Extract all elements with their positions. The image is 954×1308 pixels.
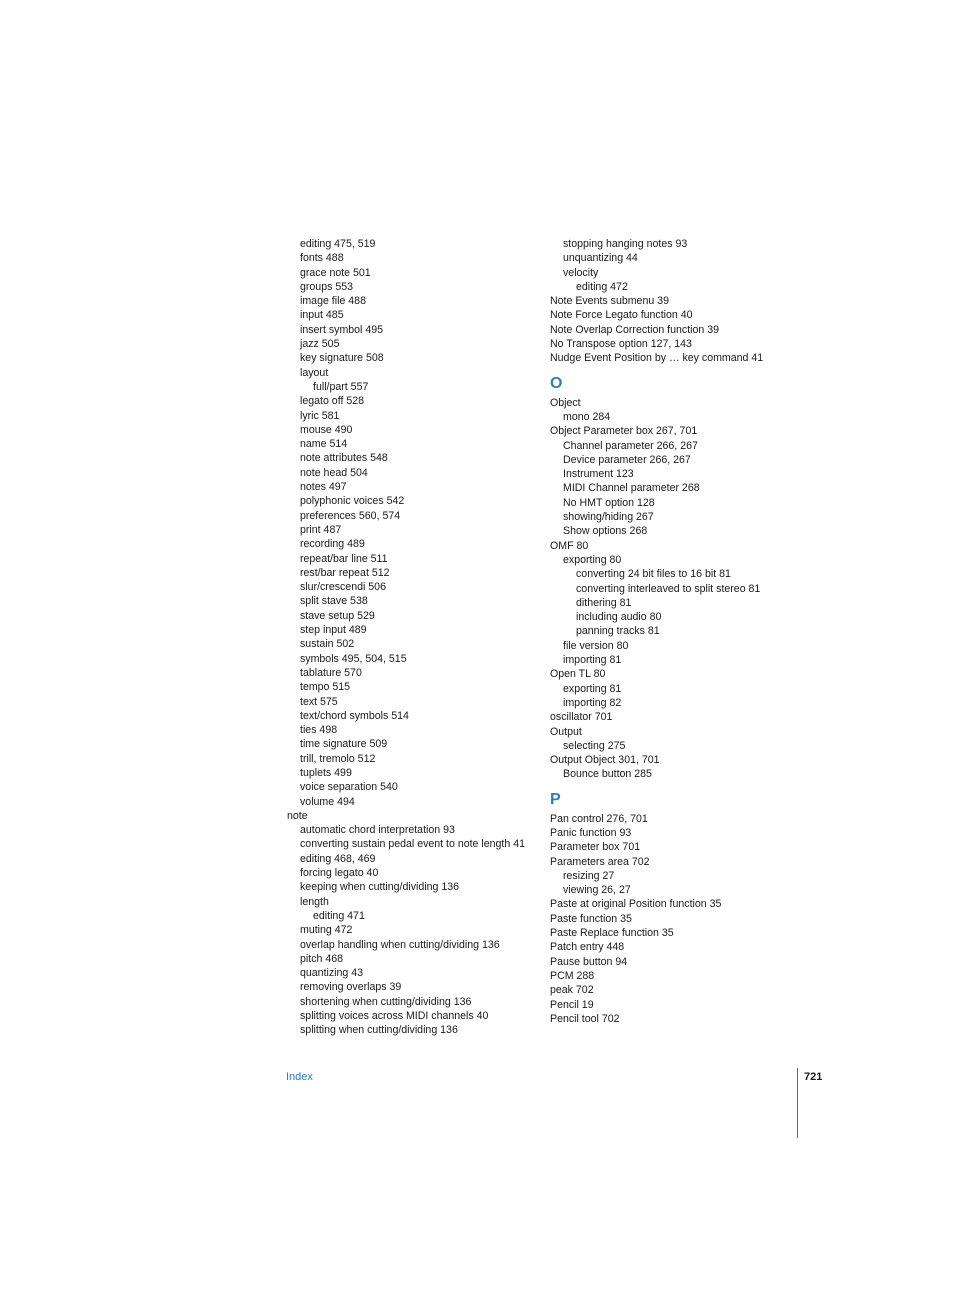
- index-subentry: length: [300, 895, 329, 908]
- index-subentry: mono 284: [563, 410, 611, 423]
- index-subentry: groups 553: [300, 280, 354, 293]
- index-entry: Pencil tool 702: [550, 1012, 620, 1025]
- index-subentry: velocity: [563, 266, 599, 279]
- index-subentry: Bounce button 285: [563, 768, 652, 781]
- index-subentry: recording 489: [300, 538, 365, 551]
- index-subentry: panning tracks 81: [576, 625, 660, 638]
- index-subentry: pitch 468: [300, 952, 343, 965]
- index-subentry: splitting when cutting/dividing 136: [300, 1024, 458, 1037]
- index-entry: Nudge Event Position by … key command 41: [550, 352, 764, 365]
- index-subentry: stopping hanging notes 93: [563, 238, 688, 250]
- index-entry: Open TL 80: [550, 668, 606, 681]
- index-subentry: No HMT option 128: [563, 496, 655, 509]
- index-entry: Object Parameter box 267, 701: [550, 425, 698, 438]
- index-subentry: editing 472: [576, 280, 628, 293]
- index-subentry: sustain 502: [300, 638, 355, 651]
- index-entry: Pan control 276, 701: [550, 812, 648, 825]
- index-subentry: key signature 508: [300, 352, 384, 365]
- index-subentry: mouse 490: [300, 423, 353, 436]
- index-subentry: removing overlaps 39: [300, 981, 402, 994]
- index-subentry: converting 24 bit files to 16 bit 81: [576, 568, 731, 581]
- index-subentry: converting interleaved to split stereo 81: [576, 582, 761, 595]
- index-subentry: exporting 81: [563, 682, 622, 695]
- index-subentry: voice separation 540: [300, 781, 398, 794]
- index-subentry: rest/bar repeat 512: [300, 566, 390, 579]
- index-subentry: showing/hiding 267: [563, 511, 654, 524]
- index-subentry: unquantizing 44: [563, 252, 638, 265]
- index-subentry: editing 468, 469: [300, 852, 376, 865]
- index-entry: Note Events submenu 39: [550, 295, 669, 308]
- index-subentry: trill, tremolo 512: [300, 752, 376, 765]
- index-entry: OMF 80: [550, 539, 589, 552]
- footer-section-title: Index: [286, 1071, 313, 1083]
- index-subentry: overlap handling when cutting/dividing 136: [300, 938, 500, 951]
- index-subentry: name 514: [300, 438, 348, 451]
- index-subentry: viewing 26, 27: [563, 884, 631, 897]
- index-column-left: [287, 237, 537, 1038]
- index-subentry: volume 494: [300, 795, 355, 808]
- index-letter-heading: O: [550, 374, 563, 392]
- index-entry: Parameter box 701: [550, 841, 641, 854]
- index-subentry: stave setup 529: [300, 609, 375, 622]
- index-subentry: Channel parameter 266, 267: [563, 439, 698, 452]
- index-subentry: jazz 505: [300, 338, 340, 351]
- index-subentry: muting 472: [300, 924, 353, 937]
- index-entry: Output: [550, 725, 582, 738]
- index-subentry: Instrument 123: [563, 468, 634, 481]
- index-subentry: MIDI Channel parameter 268: [563, 482, 700, 495]
- index-entry: Paste function 35: [550, 912, 632, 925]
- index-entry: Patch entry 448: [550, 941, 625, 954]
- index-entry: Paste at original Position function 35: [550, 898, 722, 911]
- index-subentry: tempo 515: [300, 681, 351, 694]
- page-number: 721: [804, 1071, 823, 1083]
- index-subentry: selecting 275: [563, 739, 626, 752]
- index-subentry: preferences 560, 574: [300, 509, 401, 522]
- index-entry: oscillator 701: [550, 711, 613, 724]
- index-subentry: insert symbol 495: [300, 323, 384, 336]
- index-subentry: importing 82: [563, 696, 622, 709]
- index-subentry: grace note 501: [300, 266, 371, 279]
- index-subentry: repeat/bar line 511: [300, 552, 388, 565]
- index-letter-heading: P: [550, 790, 561, 808]
- index-subentry: text 575: [300, 695, 338, 708]
- index-subentry: image file 488: [300, 295, 366, 308]
- index-subentry: editing 475, 519: [300, 238, 376, 250]
- index-subentry: tablature 570: [300, 666, 362, 679]
- index-entry: Parameters area 702: [550, 855, 650, 868]
- index-subentry: file version 80: [563, 639, 629, 652]
- index-subentry: fonts 488: [300, 252, 344, 265]
- index-subentry: split stave 538: [300, 595, 368, 608]
- index-subentry: automatic chord interpretation 93: [300, 824, 455, 837]
- index-subentry: splitting voices across MIDI channels 40: [300, 1010, 489, 1023]
- index-subentry: dithering 81: [576, 596, 632, 609]
- index-entry: PCM 288: [550, 969, 595, 982]
- index-subentry: editing 471: [313, 909, 365, 922]
- index-column-right: [550, 237, 800, 1026]
- index-subentry: converting sustain pedal event to note length 41: [300, 838, 525, 851]
- index-subentry: Device parameter 266, 267: [563, 453, 691, 466]
- index-subentry: lyric 581: [300, 409, 340, 422]
- index-subentry: forcing legato 40: [300, 867, 379, 880]
- index-subentry: text/chord symbols 514: [300, 709, 409, 722]
- index-subentry: keeping when cutting/dividing 136: [300, 881, 460, 894]
- index-subentry: notes 497: [300, 481, 347, 494]
- index-subentry: symbols 495, 504, 515: [300, 652, 407, 665]
- index-subentry: input 485: [300, 309, 344, 322]
- index-subentry: including audio 80: [576, 611, 662, 624]
- index-subentry: print 487: [300, 523, 342, 536]
- index-entry: Note Force Legato function 40: [550, 309, 693, 322]
- index-subentry: legato off 528: [300, 395, 365, 408]
- index-subentry: quantizing 43: [300, 967, 364, 980]
- index-entry: Paste Replace function 35: [550, 927, 674, 940]
- index-entry: Output Object 301, 701: [550, 754, 660, 767]
- index-entry: Note Overlap Correction function 39: [550, 323, 719, 336]
- index-entry: Pencil 19: [550, 998, 594, 1011]
- index-subentry: slur/crescendi 506: [300, 581, 386, 594]
- index-entry: No Transpose option 127, 143: [550, 338, 692, 351]
- index-entry: Object: [550, 396, 581, 409]
- index-subentry: tuplets 499: [300, 766, 352, 779]
- index-subentry: layout: [300, 366, 329, 379]
- index-subentry: note attributes 548: [300, 452, 388, 465]
- index-subentry: time signature 509: [300, 738, 388, 751]
- index-subentry: ties 498: [300, 724, 338, 737]
- index-subentry: importing 81: [563, 654, 622, 667]
- index-entry: Panic function 93: [550, 826, 632, 839]
- footer-divider: [797, 1068, 798, 1138]
- index-entry: Pause button 94: [550, 955, 628, 968]
- index-subentry: exporting 80: [563, 553, 622, 566]
- index-subentry: full/part 557: [313, 380, 369, 393]
- index-subentry: shortening when cutting/dividing 136: [300, 995, 472, 1008]
- index-entry: peak 702: [550, 984, 594, 997]
- index-entry: note: [287, 809, 308, 822]
- index-subentry: step input 489: [300, 624, 367, 637]
- index-subentry: polyphonic voices 542: [300, 495, 405, 508]
- index-subentry: resizing 27: [563, 869, 615, 882]
- index-subentry: Show options 268: [563, 525, 648, 538]
- index-subentry: note head 504: [300, 466, 368, 479]
